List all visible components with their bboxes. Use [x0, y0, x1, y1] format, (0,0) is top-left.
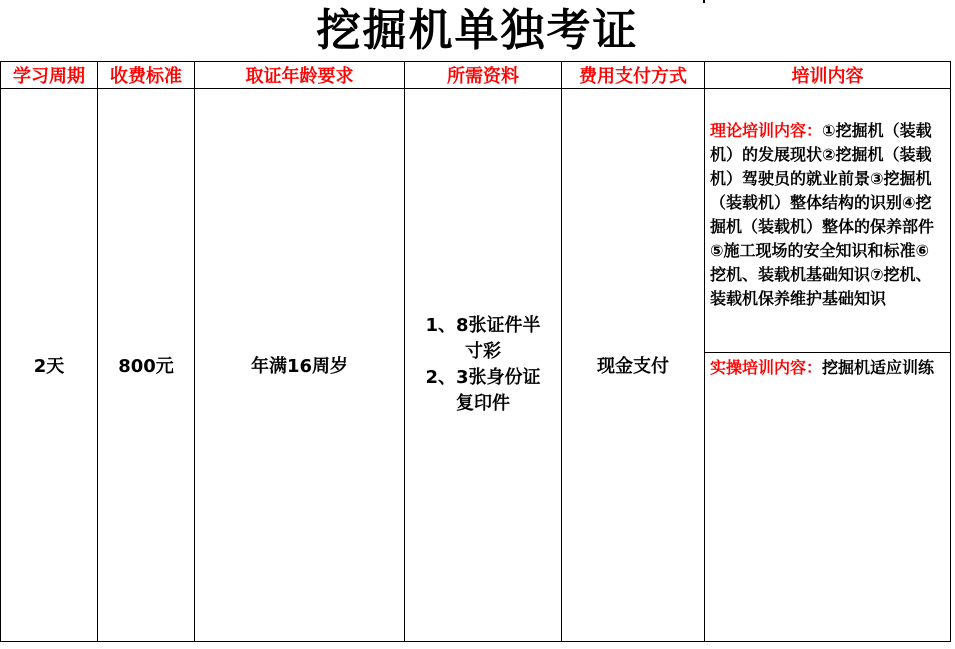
materials-line: 1、8张证件半 — [425, 315, 541, 336]
cell-training-content — [705, 89, 951, 642]
header-age-requirement: 取证年龄要求 — [195, 62, 405, 89]
header-study-period: 学习周期 — [1, 62, 98, 89]
training-content — [705, 89, 950, 641]
theory-label: 理论培训内容： — [710, 121, 823, 140]
practical-training — [705, 352, 950, 380]
data-row — [1, 89, 951, 642]
materials-line: 寸彩 — [465, 341, 501, 362]
page-title: 挖掘机单独考证 — [316, 5, 639, 56]
cell-age-requirement: 年满16周岁 — [195, 89, 405, 642]
theory-text: ①挖掘机（装载机）的发展现状②挖掘机（装载机）驾驶员的就业前景③挖掘机（装载机）整体结构的识别④挖掘机（装载机）整体的保养部件⑤施工现场的安全知识和标准⑥挖机、装载机基础知识⑦挖机、装载机保养维护基础知识 — [710, 121, 935, 308]
cell-payment-method: 现金支付 — [562, 89, 705, 642]
theory-training — [705, 89, 950, 352]
cell-study-period: 2天 — [1, 89, 98, 642]
practical-text: 挖掘机适应训练 — [822, 358, 935, 377]
materials-line: 2、3张身份证 — [425, 367, 541, 388]
cell-fee: 800元 — [98, 89, 195, 642]
cell-required-materials — [405, 89, 562, 642]
info-table — [0, 61, 951, 642]
materials-list — [405, 313, 561, 417]
practical-label: 实操培训内容： — [710, 358, 823, 377]
materials-line: 复印件 — [456, 393, 510, 414]
header-payment-method: 费用支付方式 — [562, 62, 705, 89]
header-required-materials: 所需资料 — [405, 62, 562, 89]
header-training-content: 培训内容 — [705, 62, 951, 89]
header-fee-standard: 收费标准 — [98, 62, 195, 89]
header-row — [1, 62, 951, 89]
